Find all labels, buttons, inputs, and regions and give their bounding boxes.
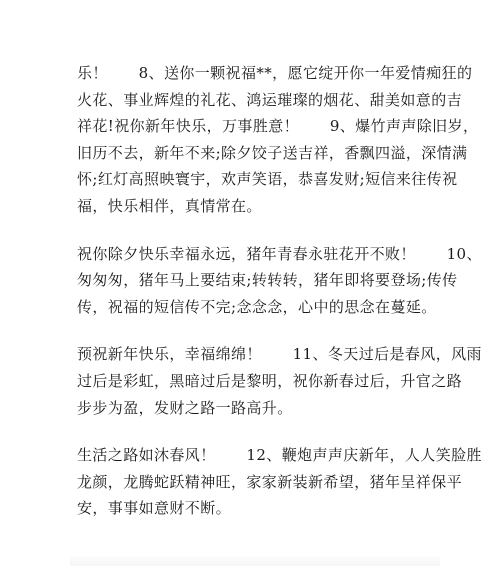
paragraph-4 [77, 442, 482, 522]
text-line: 祥花!祝你新年快乐，万事胜意！ 9、爆竹声声除旧岁， [77, 117, 479, 136]
text-line: 匆匆匆，猪年马上要结束;转转转，猪年即将要登场;传传 [77, 271, 458, 290]
text-line: 预祝新年快乐，幸福绵绵！ 11、冬天过后是春风，风雨 [77, 345, 482, 364]
paragraph-1 [77, 60, 479, 220]
text-line: 安，事事如意财不断。 [77, 499, 232, 518]
text-line: 火花、事业辉煌的礼花、鸿运璀璨的烟花、甜美如意的吉 [77, 90, 463, 109]
text-line: 传，祝福的短信传不完;念念念，心中的思念在蔓延。 [77, 297, 437, 316]
text-line: 怀;红灯高照映寰宇，欢声笑语，恭喜发财;短信来往传祝 [77, 170, 458, 189]
paragraph-3 [77, 341, 482, 421]
text-line: 乐！ 8、送你一颗祝福**，愿它绽开你一年爱情痴狂的 [77, 64, 473, 82]
text-line: 步步为盈，发财之路一路高升。 [77, 398, 293, 417]
document-body [77, 60, 482, 543]
text-line: 生活之路如沐春风！ 12、鞭炮声声庆新年，人人笑脸胜 [77, 446, 482, 465]
text-line: 福，快乐相伴，真情常在。 [77, 196, 262, 215]
text-line: 龙颜，龙腾蛇跃精神旺，家家新装新希望，猪年呈祥保平 [77, 472, 463, 491]
text-line: 祝你除夕快乐幸福永远，猪年青春永驻花开不败！ 10、 [77, 244, 482, 263]
paragraph-2 [77, 241, 482, 321]
text-line: 过后是彩虹，黑暗过后是黎明，祝你新春过后，升官之路 [77, 371, 463, 390]
next-paragraph-fade [70, 556, 440, 566]
text-line: 旧历不去，新年不来;除夕饺子送吉祥，香飘四溢，深情满 [77, 143, 468, 162]
